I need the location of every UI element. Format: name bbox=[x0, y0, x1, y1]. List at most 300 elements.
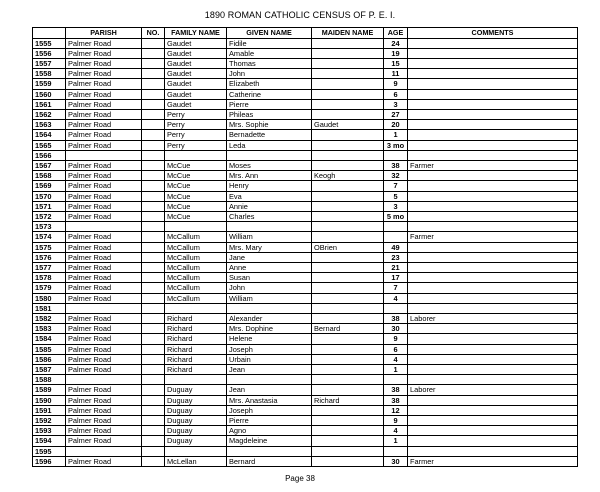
cell-given-name: Fidile bbox=[227, 38, 312, 48]
table-row bbox=[33, 48, 578, 58]
cell-family-name: Perry bbox=[165, 130, 227, 140]
cell-row-number: 1575 bbox=[33, 242, 66, 252]
cell-given-name: John bbox=[227, 283, 312, 293]
cell-given-name: Elizabeth bbox=[227, 79, 312, 89]
cell-maiden-name bbox=[312, 405, 384, 415]
cell-age: 9 bbox=[384, 416, 408, 426]
cell-maiden-name bbox=[312, 99, 384, 109]
cell-age bbox=[384, 303, 408, 313]
cell-given-name: Helene bbox=[227, 334, 312, 344]
cell-maiden-name bbox=[312, 89, 384, 99]
cell-comments bbox=[408, 303, 578, 313]
cell-parish: Palmer Road bbox=[66, 344, 142, 354]
cell-comments bbox=[408, 48, 578, 58]
cell-comments bbox=[408, 395, 578, 405]
cell-comments bbox=[408, 140, 578, 150]
cell-row-number: 1577 bbox=[33, 262, 66, 272]
cell-family-name: McCue bbox=[165, 160, 227, 170]
cell-row-number: 1559 bbox=[33, 79, 66, 89]
cell-no bbox=[142, 89, 165, 99]
table-row bbox=[33, 262, 578, 272]
cell-comments bbox=[408, 201, 578, 211]
cell-maiden-name bbox=[312, 303, 384, 313]
table-row bbox=[33, 354, 578, 364]
cell-comments bbox=[408, 242, 578, 252]
cell-age: 6 bbox=[384, 344, 408, 354]
cell-parish: Palmer Road bbox=[66, 395, 142, 405]
cell-age: 12 bbox=[384, 405, 408, 415]
cell-no bbox=[142, 242, 165, 252]
table-row bbox=[33, 344, 578, 354]
cell-no bbox=[142, 293, 165, 303]
cell-row-number: 1582 bbox=[33, 313, 66, 323]
cell-age: 9 bbox=[384, 334, 408, 344]
cell-row-number: 1580 bbox=[33, 293, 66, 303]
cell-given-name: Joseph bbox=[227, 405, 312, 415]
cell-parish: Palmer Road bbox=[66, 48, 142, 58]
cell-maiden-name bbox=[312, 79, 384, 89]
column-header-parish: PARISH bbox=[66, 28, 142, 39]
cell-given-name: Phileas bbox=[227, 109, 312, 119]
cell-maiden-name bbox=[312, 262, 384, 272]
table-row bbox=[33, 160, 578, 170]
cell-no bbox=[142, 232, 165, 242]
cell-family-name: Richard bbox=[165, 313, 227, 323]
cell-parish: Palmer Road bbox=[66, 171, 142, 181]
cell-age: 30 bbox=[384, 456, 408, 466]
table-row bbox=[33, 181, 578, 191]
cell-family-name: McLellan bbox=[165, 456, 227, 466]
cell-parish: Palmer Road bbox=[66, 405, 142, 415]
cell-parish: Palmer Road bbox=[66, 160, 142, 170]
cell-comments bbox=[408, 99, 578, 109]
cell-maiden-name bbox=[312, 313, 384, 323]
cell-given-name: Henry bbox=[227, 181, 312, 191]
table-row bbox=[33, 242, 578, 252]
cell-family-name: Duguay bbox=[165, 426, 227, 436]
cell-family-name: Gaudet bbox=[165, 99, 227, 109]
cell-parish: Palmer Road bbox=[66, 38, 142, 48]
table-row bbox=[33, 385, 578, 395]
table-row bbox=[33, 395, 578, 405]
cell-family-name: Richard bbox=[165, 334, 227, 344]
cell-row-number: 1589 bbox=[33, 385, 66, 395]
cell-given-name: Thomas bbox=[227, 58, 312, 68]
cell-parish: Palmer Road bbox=[66, 354, 142, 364]
cell-comments bbox=[408, 222, 578, 232]
table-row bbox=[33, 109, 578, 119]
cell-maiden-name: Gaudet bbox=[312, 120, 384, 130]
table-row bbox=[33, 313, 578, 323]
table-row bbox=[33, 436, 578, 446]
cell-parish: Palmer Road bbox=[66, 79, 142, 89]
cell-row-number: 1562 bbox=[33, 109, 66, 119]
cell-given-name: Annie bbox=[227, 201, 312, 211]
cell-row-number: 1594 bbox=[33, 436, 66, 446]
cell-given-name: Leda bbox=[227, 140, 312, 150]
cell-family-name: Richard bbox=[165, 354, 227, 364]
cell-age: 32 bbox=[384, 171, 408, 181]
cell-family-name: Duguay bbox=[165, 416, 227, 426]
cell-family-name: Duguay bbox=[165, 395, 227, 405]
cell-age bbox=[384, 222, 408, 232]
cell-family-name: Perry bbox=[165, 109, 227, 119]
cell-no bbox=[142, 171, 165, 181]
cell-given-name: Mrs. Ann bbox=[227, 171, 312, 181]
cell-parish: Palmer Road bbox=[66, 416, 142, 426]
cell-given-name: John bbox=[227, 69, 312, 79]
cell-comments: Farmer bbox=[408, 232, 578, 242]
cell-given-name: Pierre bbox=[227, 416, 312, 426]
cell-maiden-name bbox=[312, 222, 384, 232]
cell-maiden-name bbox=[312, 436, 384, 446]
header-row bbox=[33, 28, 578, 39]
cell-family-name bbox=[165, 375, 227, 385]
cell-maiden-name bbox=[312, 426, 384, 436]
cell-given-name: Mrs. Mary bbox=[227, 242, 312, 252]
cell-maiden-name bbox=[312, 201, 384, 211]
cell-row-number: 1571 bbox=[33, 201, 66, 211]
cell-maiden-name bbox=[312, 283, 384, 293]
cell-maiden-name bbox=[312, 181, 384, 191]
cell-age: 38 bbox=[384, 313, 408, 323]
cell-row-number: 1555 bbox=[33, 38, 66, 48]
cell-row-number: 1584 bbox=[33, 334, 66, 344]
cell-row-number: 1569 bbox=[33, 181, 66, 191]
cell-age bbox=[384, 375, 408, 385]
cell-age: 11 bbox=[384, 69, 408, 79]
cell-age: 4 bbox=[384, 354, 408, 364]
cell-family-name: Gaudet bbox=[165, 58, 227, 68]
cell-no bbox=[142, 344, 165, 354]
table-row bbox=[33, 150, 578, 160]
cell-row-number: 1568 bbox=[33, 171, 66, 181]
cell-no bbox=[142, 211, 165, 221]
cell-family-name: McCue bbox=[165, 191, 227, 201]
cell-parish: Palmer Road bbox=[66, 109, 142, 119]
cell-family-name bbox=[165, 303, 227, 313]
cell-family-name: McCue bbox=[165, 201, 227, 211]
cell-row-number: 1564 bbox=[33, 130, 66, 140]
cell-comments bbox=[408, 354, 578, 364]
cell-parish: Palmer Road bbox=[66, 191, 142, 201]
table-row bbox=[33, 426, 578, 436]
cell-given-name: Urbain bbox=[227, 354, 312, 364]
cell-comments bbox=[408, 365, 578, 375]
cell-no bbox=[142, 262, 165, 272]
page-footer: Page 38 bbox=[285, 474, 315, 483]
cell-no bbox=[142, 58, 165, 68]
cell-no bbox=[142, 201, 165, 211]
cell-no bbox=[142, 395, 165, 405]
cell-age: 20 bbox=[384, 120, 408, 130]
table-row bbox=[33, 69, 578, 79]
cell-comments bbox=[408, 191, 578, 201]
cell-family-name: McCallum bbox=[165, 273, 227, 283]
cell-maiden-name: Bernard bbox=[312, 324, 384, 334]
cell-no bbox=[142, 252, 165, 262]
cell-comments bbox=[408, 324, 578, 334]
cell-maiden-name bbox=[312, 252, 384, 262]
table-row bbox=[33, 324, 578, 334]
cell-maiden-name bbox=[312, 58, 384, 68]
cell-row-number: 1560 bbox=[33, 89, 66, 99]
cell-family-name: McCallum bbox=[165, 252, 227, 262]
cell-comments bbox=[408, 405, 578, 415]
cell-given-name: Magdeleine bbox=[227, 436, 312, 446]
cell-given-name bbox=[227, 446, 312, 456]
cell-family-name: Duguay bbox=[165, 385, 227, 395]
cell-comments bbox=[408, 252, 578, 262]
table-row bbox=[33, 365, 578, 375]
table-row bbox=[33, 273, 578, 283]
table-row bbox=[33, 456, 578, 466]
table-row bbox=[33, 405, 578, 415]
cell-row-number: 1593 bbox=[33, 426, 66, 436]
cell-maiden-name bbox=[312, 354, 384, 364]
cell-maiden-name bbox=[312, 446, 384, 456]
cell-family-name: Gaudet bbox=[165, 38, 227, 48]
cell-parish: Palmer Road bbox=[66, 242, 142, 252]
cell-maiden-name bbox=[312, 344, 384, 354]
cell-age: 23 bbox=[384, 252, 408, 262]
cell-no bbox=[142, 160, 165, 170]
cell-given-name: William bbox=[227, 293, 312, 303]
cell-family-name: Duguay bbox=[165, 436, 227, 446]
cell-family-name bbox=[165, 150, 227, 160]
cell-family-name bbox=[165, 222, 227, 232]
cell-age: 3 mo bbox=[384, 140, 408, 150]
cell-maiden-name bbox=[312, 293, 384, 303]
cell-no bbox=[142, 324, 165, 334]
table-row bbox=[33, 171, 578, 181]
cell-given-name: Eva bbox=[227, 191, 312, 201]
cell-no bbox=[142, 446, 165, 456]
page-title: 1890 ROMAN CATHOLIC CENSUS OF P. E. I. bbox=[204, 10, 396, 20]
table-row bbox=[33, 99, 578, 109]
cell-comments bbox=[408, 375, 578, 385]
cell-age: 4 bbox=[384, 426, 408, 436]
cell-given-name: Jean bbox=[227, 365, 312, 375]
table-row bbox=[33, 416, 578, 426]
cell-family-name bbox=[165, 446, 227, 456]
cell-parish: Palmer Road bbox=[66, 99, 142, 109]
cell-no bbox=[142, 99, 165, 109]
cell-given-name: Bernard bbox=[227, 456, 312, 466]
cell-given-name: Catherine bbox=[227, 89, 312, 99]
cell-no bbox=[142, 109, 165, 119]
cell-no bbox=[142, 130, 165, 140]
cell-given-name: Mrs. Sophie bbox=[227, 120, 312, 130]
cell-age bbox=[384, 150, 408, 160]
cell-comments bbox=[408, 150, 578, 160]
cell-comments: Laborer bbox=[408, 385, 578, 395]
cell-given-name bbox=[227, 375, 312, 385]
cell-comments bbox=[408, 120, 578, 130]
cell-comments bbox=[408, 109, 578, 119]
cell-no bbox=[142, 140, 165, 150]
cell-parish bbox=[66, 222, 142, 232]
cell-parish bbox=[66, 446, 142, 456]
cell-row-number: 1592 bbox=[33, 416, 66, 426]
cell-comments bbox=[408, 171, 578, 181]
table-row bbox=[33, 201, 578, 211]
table-row bbox=[33, 120, 578, 130]
cell-given-name: Agno bbox=[227, 426, 312, 436]
cell-family-name: McCallum bbox=[165, 232, 227, 242]
cell-family-name: Gaudet bbox=[165, 89, 227, 99]
table-row bbox=[33, 38, 578, 48]
column-header-age: AGE bbox=[384, 28, 408, 39]
cell-age: 38 bbox=[384, 395, 408, 405]
cell-comments bbox=[408, 262, 578, 272]
cell-maiden-name bbox=[312, 334, 384, 344]
cell-no bbox=[142, 38, 165, 48]
cell-age: 7 bbox=[384, 283, 408, 293]
cell-age: 3 bbox=[384, 201, 408, 211]
cell-maiden-name bbox=[312, 385, 384, 395]
cell-comments bbox=[408, 416, 578, 426]
cell-no bbox=[142, 120, 165, 130]
cell-maiden-name bbox=[312, 456, 384, 466]
cell-comments bbox=[408, 89, 578, 99]
column-header-family-name: FAMILY NAME bbox=[165, 28, 227, 39]
cell-age: 4 bbox=[384, 293, 408, 303]
table-row bbox=[33, 130, 578, 140]
cell-parish: Palmer Road bbox=[66, 283, 142, 293]
cell-row-number: 1590 bbox=[33, 395, 66, 405]
cell-row-number: 1573 bbox=[33, 222, 66, 232]
cell-age: 5 mo bbox=[384, 211, 408, 221]
cell-row-number: 1585 bbox=[33, 344, 66, 354]
cell-parish: Palmer Road bbox=[66, 232, 142, 242]
cell-no bbox=[142, 181, 165, 191]
cell-no bbox=[142, 365, 165, 375]
cell-comments bbox=[408, 211, 578, 221]
cell-parish: Palmer Road bbox=[66, 201, 142, 211]
cell-parish: Palmer Road bbox=[66, 120, 142, 130]
column-header-comments: COMMENTS bbox=[408, 28, 578, 39]
cell-age bbox=[384, 232, 408, 242]
cell-row-number: 1556 bbox=[33, 48, 66, 58]
cell-given-name: William bbox=[227, 232, 312, 242]
cell-row-number: 1570 bbox=[33, 191, 66, 201]
cell-age: 1 bbox=[384, 436, 408, 446]
cell-given-name: Jane bbox=[227, 252, 312, 262]
cell-no bbox=[142, 426, 165, 436]
cell-family-name: Gaudet bbox=[165, 79, 227, 89]
cell-comments: Laborer bbox=[408, 313, 578, 323]
cell-maiden-name: Keogh bbox=[312, 171, 384, 181]
cell-comments bbox=[408, 293, 578, 303]
cell-age: 15 bbox=[384, 58, 408, 68]
cell-maiden-name bbox=[312, 69, 384, 79]
cell-given-name bbox=[227, 303, 312, 313]
cell-age: 3 bbox=[384, 99, 408, 109]
cell-no bbox=[142, 79, 165, 89]
cell-maiden-name bbox=[312, 365, 384, 375]
cell-maiden-name bbox=[312, 375, 384, 385]
cell-row-number: 1581 bbox=[33, 303, 66, 313]
cell-row-number: 1591 bbox=[33, 405, 66, 415]
cell-parish: Palmer Road bbox=[66, 436, 142, 446]
cell-no bbox=[142, 283, 165, 293]
cell-given-name: Jean bbox=[227, 385, 312, 395]
cell-no bbox=[142, 313, 165, 323]
cell-age: 27 bbox=[384, 109, 408, 119]
column-header-row-number bbox=[33, 28, 66, 39]
cell-given-name: Amable bbox=[227, 48, 312, 58]
table-row bbox=[33, 303, 578, 313]
cell-maiden-name: Richard bbox=[312, 395, 384, 405]
cell-family-name: Gaudet bbox=[165, 69, 227, 79]
cell-parish: Palmer Road bbox=[66, 211, 142, 221]
cell-comments bbox=[408, 69, 578, 79]
cell-given-name bbox=[227, 222, 312, 232]
cell-comments bbox=[408, 38, 578, 48]
cell-row-number: 1583 bbox=[33, 324, 66, 334]
column-header-maiden-name: MAIDEN NAME bbox=[312, 28, 384, 39]
cell-comments bbox=[408, 436, 578, 446]
cell-comments: Farmer bbox=[408, 160, 578, 170]
cell-given-name: Bernadette bbox=[227, 130, 312, 140]
cell-age: 1 bbox=[384, 130, 408, 140]
cell-family-name: McCue bbox=[165, 171, 227, 181]
cell-parish: Palmer Road bbox=[66, 130, 142, 140]
cell-maiden-name bbox=[312, 38, 384, 48]
cell-row-number: 1561 bbox=[33, 99, 66, 109]
cell-row-number: 1586 bbox=[33, 354, 66, 364]
cell-no bbox=[142, 69, 165, 79]
cell-row-number: 1578 bbox=[33, 273, 66, 283]
cell-age: 1 bbox=[384, 365, 408, 375]
cell-row-number: 1574 bbox=[33, 232, 66, 242]
cell-age: 38 bbox=[384, 385, 408, 395]
cell-given-name: Moses bbox=[227, 160, 312, 170]
cell-family-name: Richard bbox=[165, 344, 227, 354]
table-row bbox=[33, 252, 578, 262]
table-row bbox=[33, 232, 578, 242]
cell-comments bbox=[408, 181, 578, 191]
column-header-given-name: GIVEN NAME bbox=[227, 28, 312, 39]
cell-age: 7 bbox=[384, 181, 408, 191]
cell-no bbox=[142, 436, 165, 446]
cell-maiden-name bbox=[312, 416, 384, 426]
cell-parish: Palmer Road bbox=[66, 365, 142, 375]
cell-age: 30 bbox=[384, 324, 408, 334]
cell-no bbox=[142, 273, 165, 283]
cell-comments bbox=[408, 283, 578, 293]
cell-given-name: Anne bbox=[227, 262, 312, 272]
cell-comments bbox=[408, 58, 578, 68]
cell-parish: Palmer Road bbox=[66, 69, 142, 79]
cell-parish bbox=[66, 375, 142, 385]
cell-age: 38 bbox=[384, 160, 408, 170]
cell-maiden-name bbox=[312, 109, 384, 119]
cell-comments bbox=[408, 79, 578, 89]
cell-row-number: 1588 bbox=[33, 375, 66, 385]
table-row bbox=[33, 58, 578, 68]
cell-parish: Palmer Road bbox=[66, 262, 142, 272]
cell-row-number: 1587 bbox=[33, 365, 66, 375]
cell-parish: Palmer Road bbox=[66, 89, 142, 99]
cell-comments: Farmer bbox=[408, 456, 578, 466]
cell-no bbox=[142, 48, 165, 58]
table-body bbox=[33, 38, 578, 467]
cell-given-name: Mrs. Anastasia bbox=[227, 395, 312, 405]
cell-parish: Palmer Road bbox=[66, 252, 142, 262]
cell-given-name: Mrs. Dophine bbox=[227, 324, 312, 334]
